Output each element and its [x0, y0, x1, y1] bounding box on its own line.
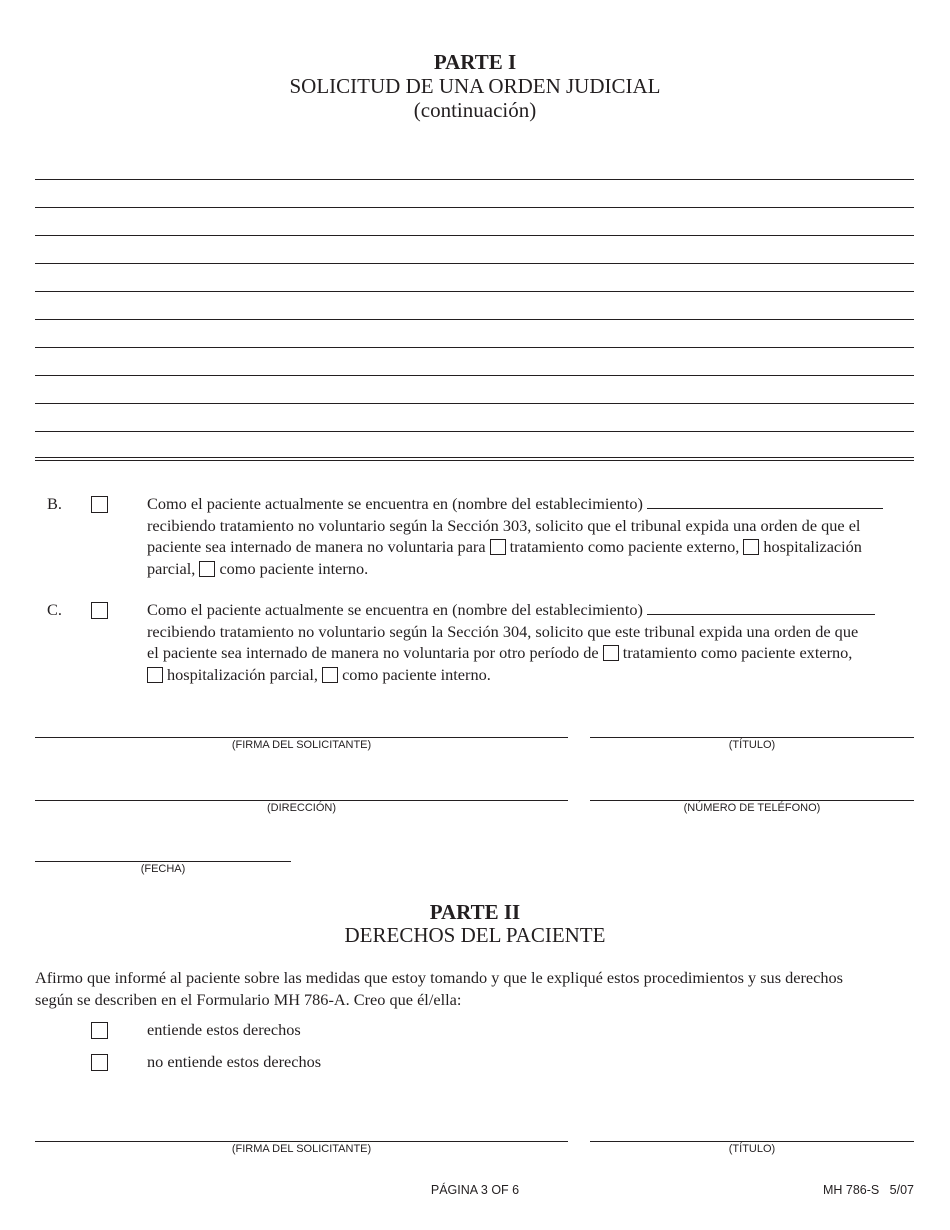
section-c-line3: el paciente sea internado de manera no voluntaria por otro período de [147, 643, 599, 662]
understands-checkbox[interactable] [91, 1022, 108, 1039]
applicant-signature-label: (FIRMA DEL SOLICITANTE) [231, 739, 372, 751]
part2-signature-label: (FIRMA DEL SOLICITANTE) [231, 1143, 372, 1155]
part1-subtitle: (continuación) [413, 98, 537, 122]
form-code: MH 786-S 5/07 [822, 1183, 914, 1197]
section-c-text [147, 599, 917, 685]
part2-statement [35, 967, 915, 1010]
writing-line[interactable] [35, 375, 914, 376]
part2-title-field[interactable] [590, 1141, 914, 1142]
section-c-inpatient-label: como paciente interno. [342, 664, 491, 684]
part1-title: SOLICITUD DE UNA ORDEN JUDICIAL [289, 74, 661, 98]
section-c-facility-field[interactable] [647, 601, 875, 615]
not-understands-label: no entiende estos derechos [147, 1052, 322, 1071]
section-c-line2: recibiendo tratamiento no voluntario según la Sección 304, solicito que este tribunal expida una orden de que [147, 621, 859, 641]
section-b-outpatient-label: tratamiento como paciente externo, [509, 537, 740, 556]
section-c-partial-label: hospitalización parcial, [167, 664, 318, 684]
date-label: (FECHA) [140, 863, 186, 875]
writing-line[interactable] [35, 403, 914, 404]
title-field[interactable] [590, 737, 914, 738]
writing-line[interactable] [35, 207, 914, 208]
section-c-checkbox[interactable] [91, 602, 108, 619]
section-b-partial-checkbox[interactable] [743, 539, 759, 555]
address-label: (DIRECCIÓN) [266, 802, 337, 814]
part1-heading: PARTE I [433, 50, 517, 74]
writing-line[interactable] [35, 179, 914, 180]
writing-line[interactable] [35, 263, 914, 264]
section-b-line3: paciente sea internado de manera no voluntaria para [147, 537, 486, 556]
section-b-line2: recibiendo tratamiento no voluntario según la Sección 303, solicito que el tribunal expida una orden de que el [147, 515, 861, 535]
section-b-text [147, 493, 917, 579]
page-number: PÁGINA 3 OF 6 [430, 1183, 520, 1197]
section-b-outpatient-checkbox[interactable] [490, 539, 506, 555]
section-b-checkbox[interactable] [91, 496, 108, 513]
section-c-line1: Como el paciente actualmente se encuentra en (nombre del establecimiento) [147, 600, 643, 619]
writing-line[interactable] [35, 431, 914, 432]
writing-line[interactable] [35, 319, 914, 320]
part2-statement-line2: según se describen en el Formulario MH 786-A. Creo que él/ella: [35, 989, 462, 1009]
part2-title-label: (TÍTULO) [728, 1143, 776, 1155]
part2-title: DERECHOS DEL PACIENTE [344, 923, 606, 947]
part2-signature-field[interactable] [35, 1141, 568, 1142]
not-understands-checkbox[interactable] [91, 1054, 108, 1071]
phone-label: (NÚMERO DE TELÉFONO) [683, 802, 821, 814]
part2-heading: PARTE II [429, 900, 521, 924]
section-c-outpatient-label: tratamiento como paciente externo, [622, 643, 853, 662]
date-field[interactable] [35, 861, 291, 862]
writing-line[interactable] [35, 347, 914, 348]
applicant-signature-field[interactable] [35, 737, 568, 738]
section-c-partial-checkbox[interactable] [147, 667, 163, 683]
section-b-partial-label: hospitalización [763, 537, 862, 556]
section-divider [35, 457, 914, 461]
address-field[interactable] [35, 800, 568, 801]
phone-field[interactable] [590, 800, 914, 801]
understands-label: entiende estos derechos [147, 1020, 301, 1039]
section-b-partial-label-cont: parcial, [147, 558, 196, 578]
section-b-line1: Como el paciente actualmente se encuentra en (nombre del establecimiento) [147, 494, 643, 513]
section-b-inpatient-checkbox[interactable] [199, 561, 215, 577]
part2-statement-line1: Afirmo que informé al paciente sobre las medidas que estoy tomando y que le expliqué estos procedimientos y sus derechos [35, 968, 843, 987]
title-label: (TÍTULO) [728, 739, 776, 751]
writing-line[interactable] [35, 235, 914, 236]
section-b-facility-field[interactable] [647, 495, 883, 509]
writing-line[interactable] [35, 291, 914, 292]
section-c-inpatient-checkbox[interactable] [322, 667, 338, 683]
section-b-inpatient-label: como paciente interno. [219, 558, 369, 578]
section-c-outpatient-checkbox[interactable] [603, 645, 619, 661]
section-b-letter: B. [47, 494, 62, 513]
section-c-letter: C. [47, 600, 62, 619]
